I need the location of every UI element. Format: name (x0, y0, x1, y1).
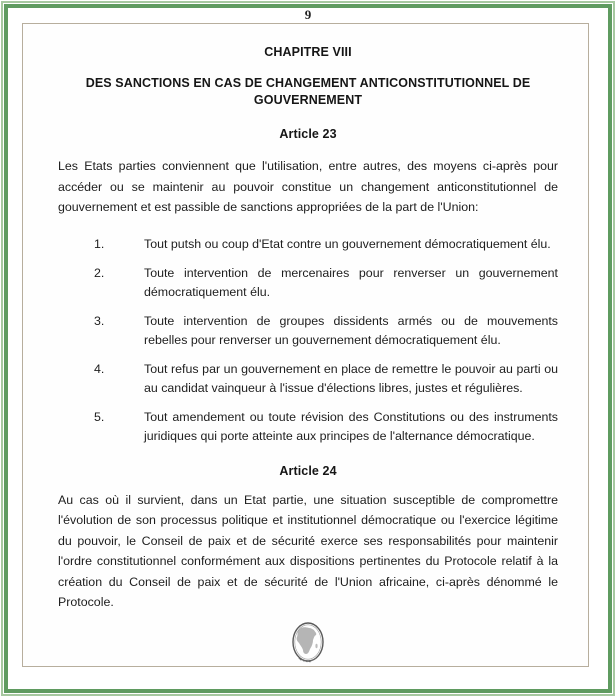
list-item (58, 264, 558, 302)
list-item (58, 360, 558, 398)
list-item (58, 235, 558, 254)
list-item (58, 312, 558, 350)
list-item-number: 3. (94, 313, 105, 328)
article-24-heading: Article 24 (279, 463, 337, 478)
article-23-list (58, 235, 558, 446)
article-24-body: Au cas où il survient, dans un Etat partie, une situation susceptible de compromettre l'évolution de son processus politique et institutionnel démocratique ou l'exercice légitime du pouvoir, le Conseil de paix et de sécurité exerce ses responsabilités pour maintenir l'ordre constitutionnel conformément aux dispositions pertinentes du Protocole relatif à la création du Conseil de paix et de sécurité de l'Union africaine, ci-après dénommé le Protocole. (58, 492, 558, 609)
document-box (22, 23, 589, 667)
chapter-subtitle-line-1: DES SANCTIONS EN CAS DE CHANGEMENT ANTICONSTITUTIONNEL DE (85, 76, 531, 90)
list-item-number: 4. (94, 361, 105, 376)
list-item-text: Toute intervention de mercenaires pour renverser un gouvernement démocratiquement élu. (144, 265, 558, 299)
page-number: 9 (304, 7, 312, 22)
list-item-text: Tout amendement ou toute révision des Constitutions ou des instruments juridiques qui porte atteinte aux principes de l'alternance démocratique. (144, 409, 558, 443)
list-item (58, 408, 558, 446)
chapter-title: CHAPITRE VIII (264, 45, 352, 59)
list-item-text: Tout putsh ou coup d'Etat contre un gouvernement démocratiquement élu. (144, 236, 551, 251)
list-item-number: 1. (94, 236, 105, 251)
chapter-subtitle (58, 75, 558, 109)
footer-logo-area (58, 619, 558, 668)
article-23-intro: Les Etats parties conviennent que l'utilisation, entre autres, des moyens ci-après pour accéder ou se maintenir au pouvoir constitue un changement anticonstitutionnel de gouvernement et est passible de sanctions appropriées de la part de l'Union: (58, 159, 558, 214)
list-item-number: 5. (94, 409, 105, 424)
african-union-emblem-icon (286, 656, 330, 668)
list-item-text: Toute intervention de groupes dissidents armés ou de mouvements rebelles pour renverser un gouvernement démocratiquement élu. (144, 313, 558, 347)
list-item-text: Tout refus par un gouvernement en place de remettre le pouvoir au parti ou au candidat vainqueur à l'issue d'élections libres, justes et régulières. (144, 361, 558, 395)
list-item-number: 2. (94, 265, 105, 280)
chapter-subtitle-line-2: GOUVERNEMENT (253, 93, 363, 107)
article-23-heading: Article 23 (279, 127, 337, 141)
